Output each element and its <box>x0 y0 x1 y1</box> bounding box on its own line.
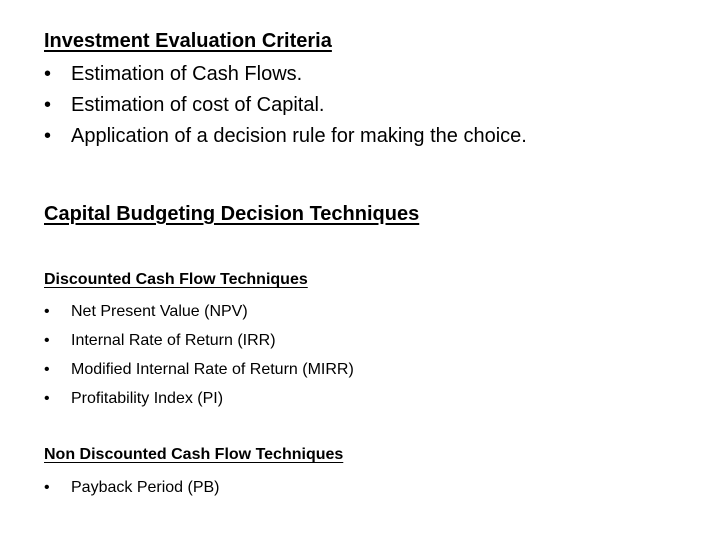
list-item <box>44 62 527 93</box>
list-item-text: Profitability Index (PI) <box>71 390 224 407</box>
heading-non-discounted-cash-flow-techniques: Non Discounted Cash Flow Techniques <box>44 446 344 463</box>
bullet-icon: • <box>44 63 52 85</box>
list-item <box>44 389 354 418</box>
list-item-text: Modified Internal Rate of Return (MIRR) <box>71 361 354 378</box>
list-item <box>44 124 527 155</box>
list-item <box>44 331 354 360</box>
criteria-list <box>44 62 527 155</box>
bullet-icon: • <box>44 361 50 378</box>
bullet-icon: • <box>44 479 50 496</box>
list-item-text: Internal Rate of Return (IRR) <box>71 332 276 349</box>
list-item <box>44 360 354 389</box>
non-discounted-techniques-list <box>44 478 220 507</box>
heading-capital-budgeting-decision-techniques: Capital Budgeting Decision Techniques <box>44 203 420 225</box>
bullet-icon: • <box>44 390 50 407</box>
list-item-text: Net Present Value (NPV) <box>71 303 248 320</box>
list-item-text: Payback Period (PB) <box>71 479 220 496</box>
list-item-text: Application of a decision rule for making the choice. <box>71 125 527 147</box>
bullet-icon: • <box>44 125 52 147</box>
bullet-icon: • <box>44 94 52 116</box>
list-item <box>44 93 527 124</box>
heading-investment-evaluation-criteria: Investment Evaluation Criteria <box>44 30 332 52</box>
heading-discounted-cash-flow-techniques: Discounted Cash Flow Techniques <box>44 271 308 288</box>
bullet-icon: • <box>44 303 50 320</box>
list-item <box>44 478 220 507</box>
list-item-text: Estimation of cost of Capital. <box>71 94 325 116</box>
list-item <box>44 302 354 331</box>
list-item-text: Estimation of Cash Flows. <box>71 63 303 85</box>
bullet-icon: • <box>44 332 50 349</box>
discounted-techniques-list <box>44 302 354 418</box>
